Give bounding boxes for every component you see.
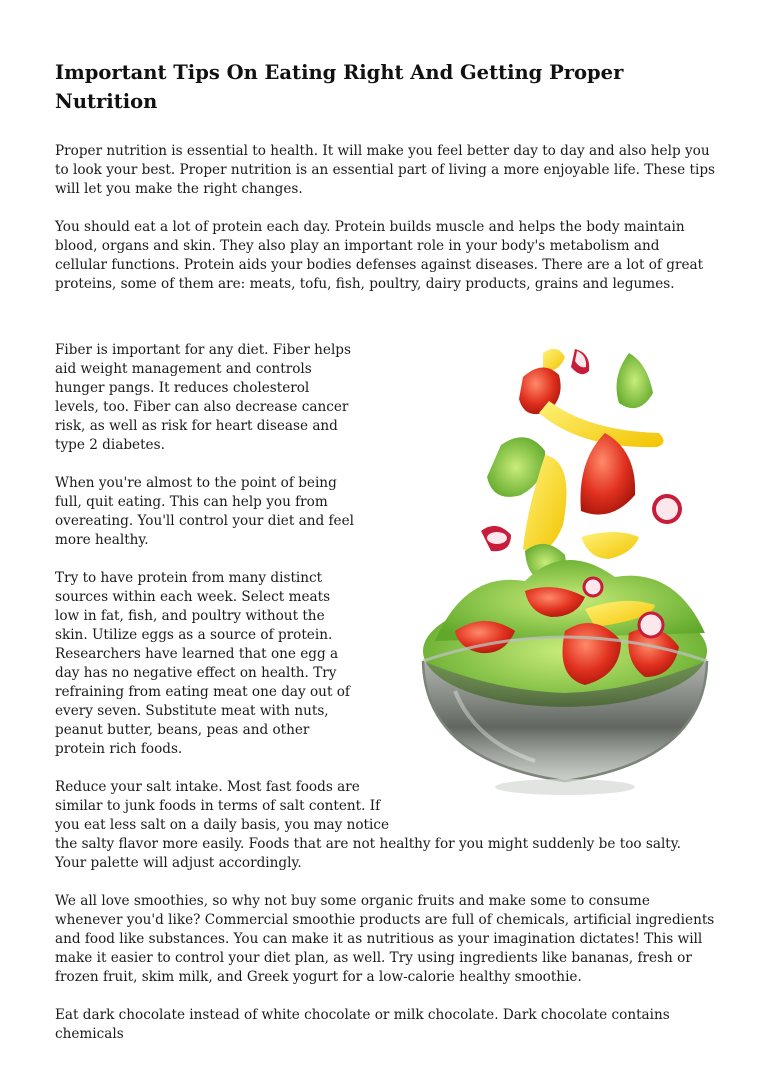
paragraph-smoothies: We all love smoothies, so why not buy some organic fruits and make some to consume whenever you'd like? Commercial smoothie products are full of chemicals, artificial ingredients and food like substances. You can make it as nutritious as your imagination dictates! This will make it easier to control your diet plan, as well. Try using ingredients like bananas, fresh or frozen fruit, skim milk, and Greek yogurt for a low-calorie healthy smoothie. bbox=[55, 893, 715, 985]
paragraph-protein: You should eat a lot of protein each day. Protein builds muscle and helps the body maintain blood, organs and skin. They also play an important role in your body's metabolism and cellular functions. Protein aids your bodies defenses against diseases. There are a lot of great proteins, some of them are: meats, tofu, fish, poultry, dairy products, grains and legumes. bbox=[55, 219, 704, 292]
article-title: Important Tips On Eating Right And Getting Proper Nutrition bbox=[55, 61, 624, 113]
paragraph-full: When you're almost to the point of being full, quit eating. This can help you from overeating. You'll control your diet and feel more healthy. bbox=[55, 475, 354, 548]
article bbox=[55, 58, 715, 1063]
paragraph-salt: Reduce your salt intake. Most fast foods are similar to junk foods in terms of salt content. If you eat less salt on a daily basis, you may notice the salty flavor more easily. Foods that are not healthy for you might suddenly be too salty. Your palette will adjust accordingly. bbox=[55, 779, 681, 871]
salad-bowl-image bbox=[415, 341, 715, 811]
paragraph-intro: Proper nutrition is essential to health. It will make you feel better day to day and also help you to look your best. Proper nutrition is an essential part of living a more enjoyable life. These tips will let you make the right changes. bbox=[55, 143, 715, 197]
paragraph-protein-sources: Try to have protein from many distinct sources within each week. Select meats low in fat, fish, and poultry without the skin. Utilize eggs as a source of protein. Researchers have learned that one egg a day has no negative effect on health. Try refraining from eating meat one day out of every seven. Substitute meat with nuts, peanut butter, beans, peas and other protein rich foods. bbox=[55, 570, 350, 757]
paragraph-chocolate: Eat dark chocolate instead of white chocolate or milk chocolate. Dark chocolate contains chemicals bbox=[55, 1007, 670, 1042]
paragraph-fiber: Fiber is important for any diet. Fiber helps aid weight management and controls hunger pangs. It reduces cholesterol levels, too. Fiber can also decrease cancer risk, as well as risk for heart disease and type 2 diabetes. bbox=[55, 342, 351, 453]
